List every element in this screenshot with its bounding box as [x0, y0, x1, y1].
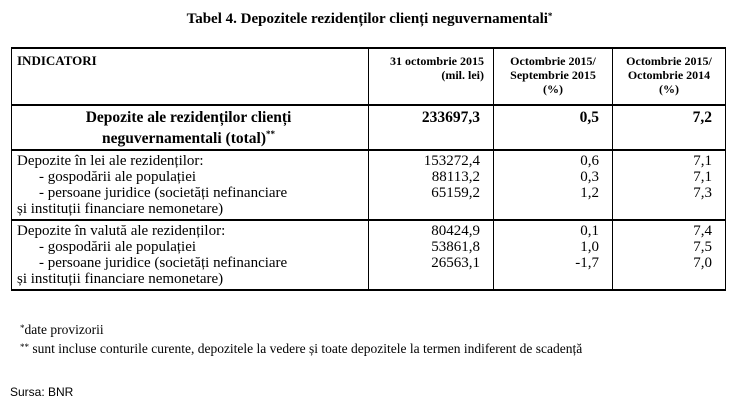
lei-households-value: 88113,2	[369, 169, 494, 185]
valuta-households-label: - gospodării ale populației	[39, 239, 197, 256]
header-value-col: 31 octombrie 2015 (mil. lei)	[369, 48, 494, 105]
lei-companies-monthly-change: 1,2	[494, 185, 613, 220]
table-row-valuta	[12, 220, 726, 239]
table-row-total	[12, 105, 726, 150]
header-annual-change-col: Octombrie 2015/ Octombrie 2014 (%)	[613, 48, 726, 105]
table-header-row	[12, 48, 726, 105]
lei-households-label: - gospodării ale populației	[39, 169, 197, 186]
valuta-households-annual-change: 7,5	[613, 239, 726, 255]
table-row-lei	[12, 150, 726, 169]
valuta-value: 80424,9	[369, 220, 494, 239]
lei-label: Depozite în lei ale rezidenților:	[12, 150, 369, 169]
total-label: Depozite ale rezidenților clienți neguvernamentali (total)**	[12, 105, 369, 150]
valuta-label: Depozite în valută ale rezidenților:	[12, 220, 369, 239]
table-row-lei-companies	[12, 185, 726, 220]
valuta-households-value: 53861,8	[369, 239, 494, 255]
lei-companies-label: - persoane juridice (societăți nefinanciare și instituții financiare nemonetare)	[12, 185, 369, 220]
lei-monthly-change: 0,6	[494, 150, 613, 169]
valuta-companies-value: 26563,1	[369, 255, 494, 290]
table-title: Tabel 4. Depozitele rezidenților clienți neguvernamentali*	[186, 11, 553, 27]
valuta-companies-label: - persoane juridice (societăți nefinanciare și instituții financiare nemonetare)	[12, 255, 369, 290]
lei-companies-value: 65159,2	[369, 185, 494, 220]
total-value: 233697,3	[369, 105, 494, 150]
header-monthly-change-col: Octombrie 2015/ Septembrie 2015 (%)	[494, 48, 613, 105]
footnote-included-accounts: ** sunt incluse conturile curente, depozitele la vedere și toate depozitele la termen indiferent de scadență	[20, 341, 583, 356]
footnote-provisional: *date provizorii	[20, 322, 104, 337]
lei-households-annual-change: 7,1	[613, 169, 726, 185]
header-indicator: INDICATORI	[12, 48, 369, 105]
lei-value: 153272,4	[369, 150, 494, 169]
table-row-valuta-households	[12, 239, 726, 255]
valuta-companies-annual-change: 7,0	[613, 255, 726, 290]
total-annual-change: 7,2	[613, 105, 726, 150]
valuta-monthly-change: 0,1	[494, 220, 613, 239]
lei-households-monthly-change: 0,3	[494, 169, 613, 185]
title-footnote-mark: *	[547, 11, 553, 21]
deposits-table	[11, 47, 726, 291]
source-note: Sursa: BNR	[10, 385, 74, 399]
lei-companies-annual-change: 7,3	[613, 185, 726, 220]
lei-annual-change: 7,1	[613, 150, 726, 169]
table-row-valuta-companies	[12, 255, 726, 290]
valuta-annual-change: 7,4	[613, 220, 726, 239]
total-monthly-change: 0,5	[494, 105, 613, 150]
valuta-households-monthly-change: 1,0	[494, 239, 613, 255]
valuta-companies-monthly-change: -1,7	[494, 255, 613, 290]
table-row-lei-households	[12, 169, 726, 185]
